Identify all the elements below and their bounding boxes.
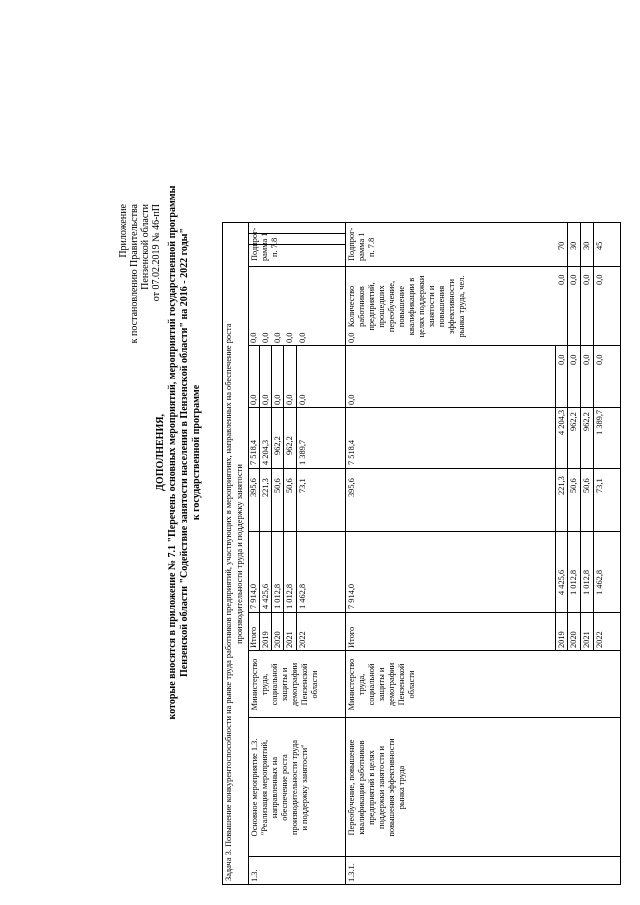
fin-year: 2019 [261,631,270,648]
fin-federal: 50,6 [285,478,294,493]
link-line: Подпрог- [250,227,259,261]
fin-year: 2021 [582,631,591,648]
indicator-line: переобучение, [387,280,396,333]
link-line: рамма 1 [260,232,269,261]
fin-total: 7 914,0 [347,583,356,609]
fin-municipal: 0,0 [595,354,604,365]
fin-municipal: 0,0 [273,394,282,405]
indicator-line: Количество [347,285,356,328]
executor-line: защиты и [280,667,289,702]
fin-federal: 73,1 [298,478,307,493]
fin-federal: 50,6 [569,478,578,493]
indicator-line: работников [357,286,366,327]
row-name-line: рынка труда [397,765,406,810]
executor-line: защиты и [377,667,386,702]
fin-other: 0,0 [557,274,566,285]
fin-year: Итого [249,626,258,648]
fin-year: 2021 [285,631,294,648]
fin-year: 2020 [273,631,282,648]
fin-municipal: 0,0 [582,354,591,365]
indicator-line: прошедших [377,285,386,328]
row-name-line: предприятий в целях [367,750,376,825]
executor-line: труда, [260,673,269,696]
fin-year: Итого [347,626,356,648]
indicator-value: 70 [557,241,566,250]
fin-municipal: 0,0 [347,394,356,405]
fin-regional: 7 518,4 [249,439,258,465]
fin-regional: 4 204,3 [557,409,566,435]
indicator-line: эффективности [447,279,456,334]
row-name-line: обеспечение роста [280,754,289,821]
fin-total: 1 012,8 [582,569,591,595]
fin-other: 0,0 [261,332,270,343]
link-line: рамма 1 [357,232,366,261]
executor-line: области [310,670,319,699]
link-line: п. 7.8 [270,237,279,257]
fin-total: 1 462,8 [298,583,307,609]
executor-line: демографии [290,662,299,707]
header-line: к постановлению Правительства [129,204,140,344]
row-name-line: квалификации работников [357,740,366,835]
fin-regional: 1 389,7 [298,439,307,465]
fin-federal: 50,6 [273,478,282,493]
indicator-line: рынка труда, чел. [457,275,466,338]
fin-municipal: 0,0 [261,394,270,405]
fin-total: 1 012,8 [273,583,282,609]
fin-regional: 962,2 [285,436,294,455]
indicator-line: квалификации в [407,277,416,336]
fin-total: 4 425,6 [261,583,270,609]
fin-federal: 73,1 [595,478,604,493]
fin-municipal: 0,0 [249,394,258,405]
fin-other: 0,0 [249,332,258,343]
executor-line: социальной [270,663,279,706]
title-line: к государственной программе [191,384,202,521]
task-line: производительности труда и поддержку занятости [235,464,244,644]
executor-line: труда, [357,673,366,696]
fin-federal: 395,6 [249,478,258,497]
fin-municipal: 0,0 [557,354,566,365]
fin-total: 7 914,0 [249,583,258,609]
executor-line: области [407,670,416,699]
fin-year: 2020 [569,631,578,648]
executor-line: социальной [367,663,376,706]
fin-other: 0,0 [595,274,604,285]
fin-other: 0,0 [569,274,578,285]
fin-other: 0,0 [273,332,282,343]
indicator-value: 30 [582,241,591,250]
row-number: 1.3. [250,869,259,882]
executor-line: Министерство [250,658,259,711]
fin-total: 1 012,8 [569,569,578,595]
title-line: которые вносятся в приложение № 7.1 "Перечень основных мероприятий, мероприятий государственной программы [167,185,178,720]
fin-regional: 962,2 [569,412,578,431]
fin-total: 4 425,6 [557,569,566,595]
header-line: Пензенской области [140,204,151,290]
fin-total: 1 462,8 [595,569,604,595]
executor-line: демографии [387,662,396,707]
header-line: Приложение [118,204,129,258]
fin-regional: 1 389,7 [595,409,604,435]
task-line: Задача 3. Повышение конкурентоспособности на рынке труда работников предприятий, участвующих в мероприятиях, направленных на обеспечение роста [224,323,233,881]
indicator-value: 30 [569,241,578,250]
link-line: Подпрог- [347,227,356,261]
executor-line: Министерство [347,658,356,711]
header-line: от 07.02.2019 № 46-пП [151,204,162,302]
fin-total: 1 012,8 [285,583,294,609]
fin-other: 0,0 [285,332,294,343]
title-line: ДОПОЛНЕНИЯ, [155,414,166,491]
indicator-line: целях поддержки [417,275,426,338]
fin-federal: 221,3 [557,476,566,495]
fin-municipal: 0,0 [298,394,307,405]
fin-year: 2019 [557,631,566,648]
fin-other: 0,0 [347,332,356,343]
row-name-line: и поддержку занятости" [300,744,309,831]
indicator-line: повышения [437,285,446,328]
row-name-line: Переобучение, повышение [347,739,356,836]
fin-regional: 962,2 [582,412,591,431]
fin-regional: 962,2 [273,436,282,455]
fin-federal: 395,6 [347,478,356,497]
row-name-line: направленных на [270,756,279,819]
row-name-line: "Реализация мероприятий, [260,739,269,836]
fin-municipal: 0,0 [285,394,294,405]
indicator-line: предприятий, [367,282,376,331]
fin-federal: 221,3 [261,478,270,497]
title-line: Пензенской области "Содействие занятости населения в Пензенской области" на 2016 - 2022 годы" [179,228,190,677]
row-name-line: поддержки занятости и [377,745,386,830]
row-name-line: повышения эффективности [387,738,396,837]
indicator-line: повышение [397,285,406,328]
row-name-line: производительности труда [290,740,299,835]
fin-municipal: 0,0 [569,354,578,365]
link-line: п. 7.8 [367,237,376,257]
row-number: 1.3.1. [347,863,356,882]
fin-federal: 50,6 [582,478,591,493]
executor-line: Пензенской [300,663,309,706]
fin-other: 0,0 [582,274,591,285]
fin-regional: 4 204,3 [261,439,270,465]
indicator-line: занятости и [427,285,436,328]
fin-year: 2022 [595,631,604,648]
fin-year: 2022 [298,631,307,648]
indicator-value: 45 [595,241,604,250]
fin-other: 0,0 [298,332,307,343]
row-name-line: Основное мероприятие 1.3. [250,738,259,837]
fin-regional: 7 518,4 [347,439,356,465]
executor-line: Пензенской [397,663,406,706]
